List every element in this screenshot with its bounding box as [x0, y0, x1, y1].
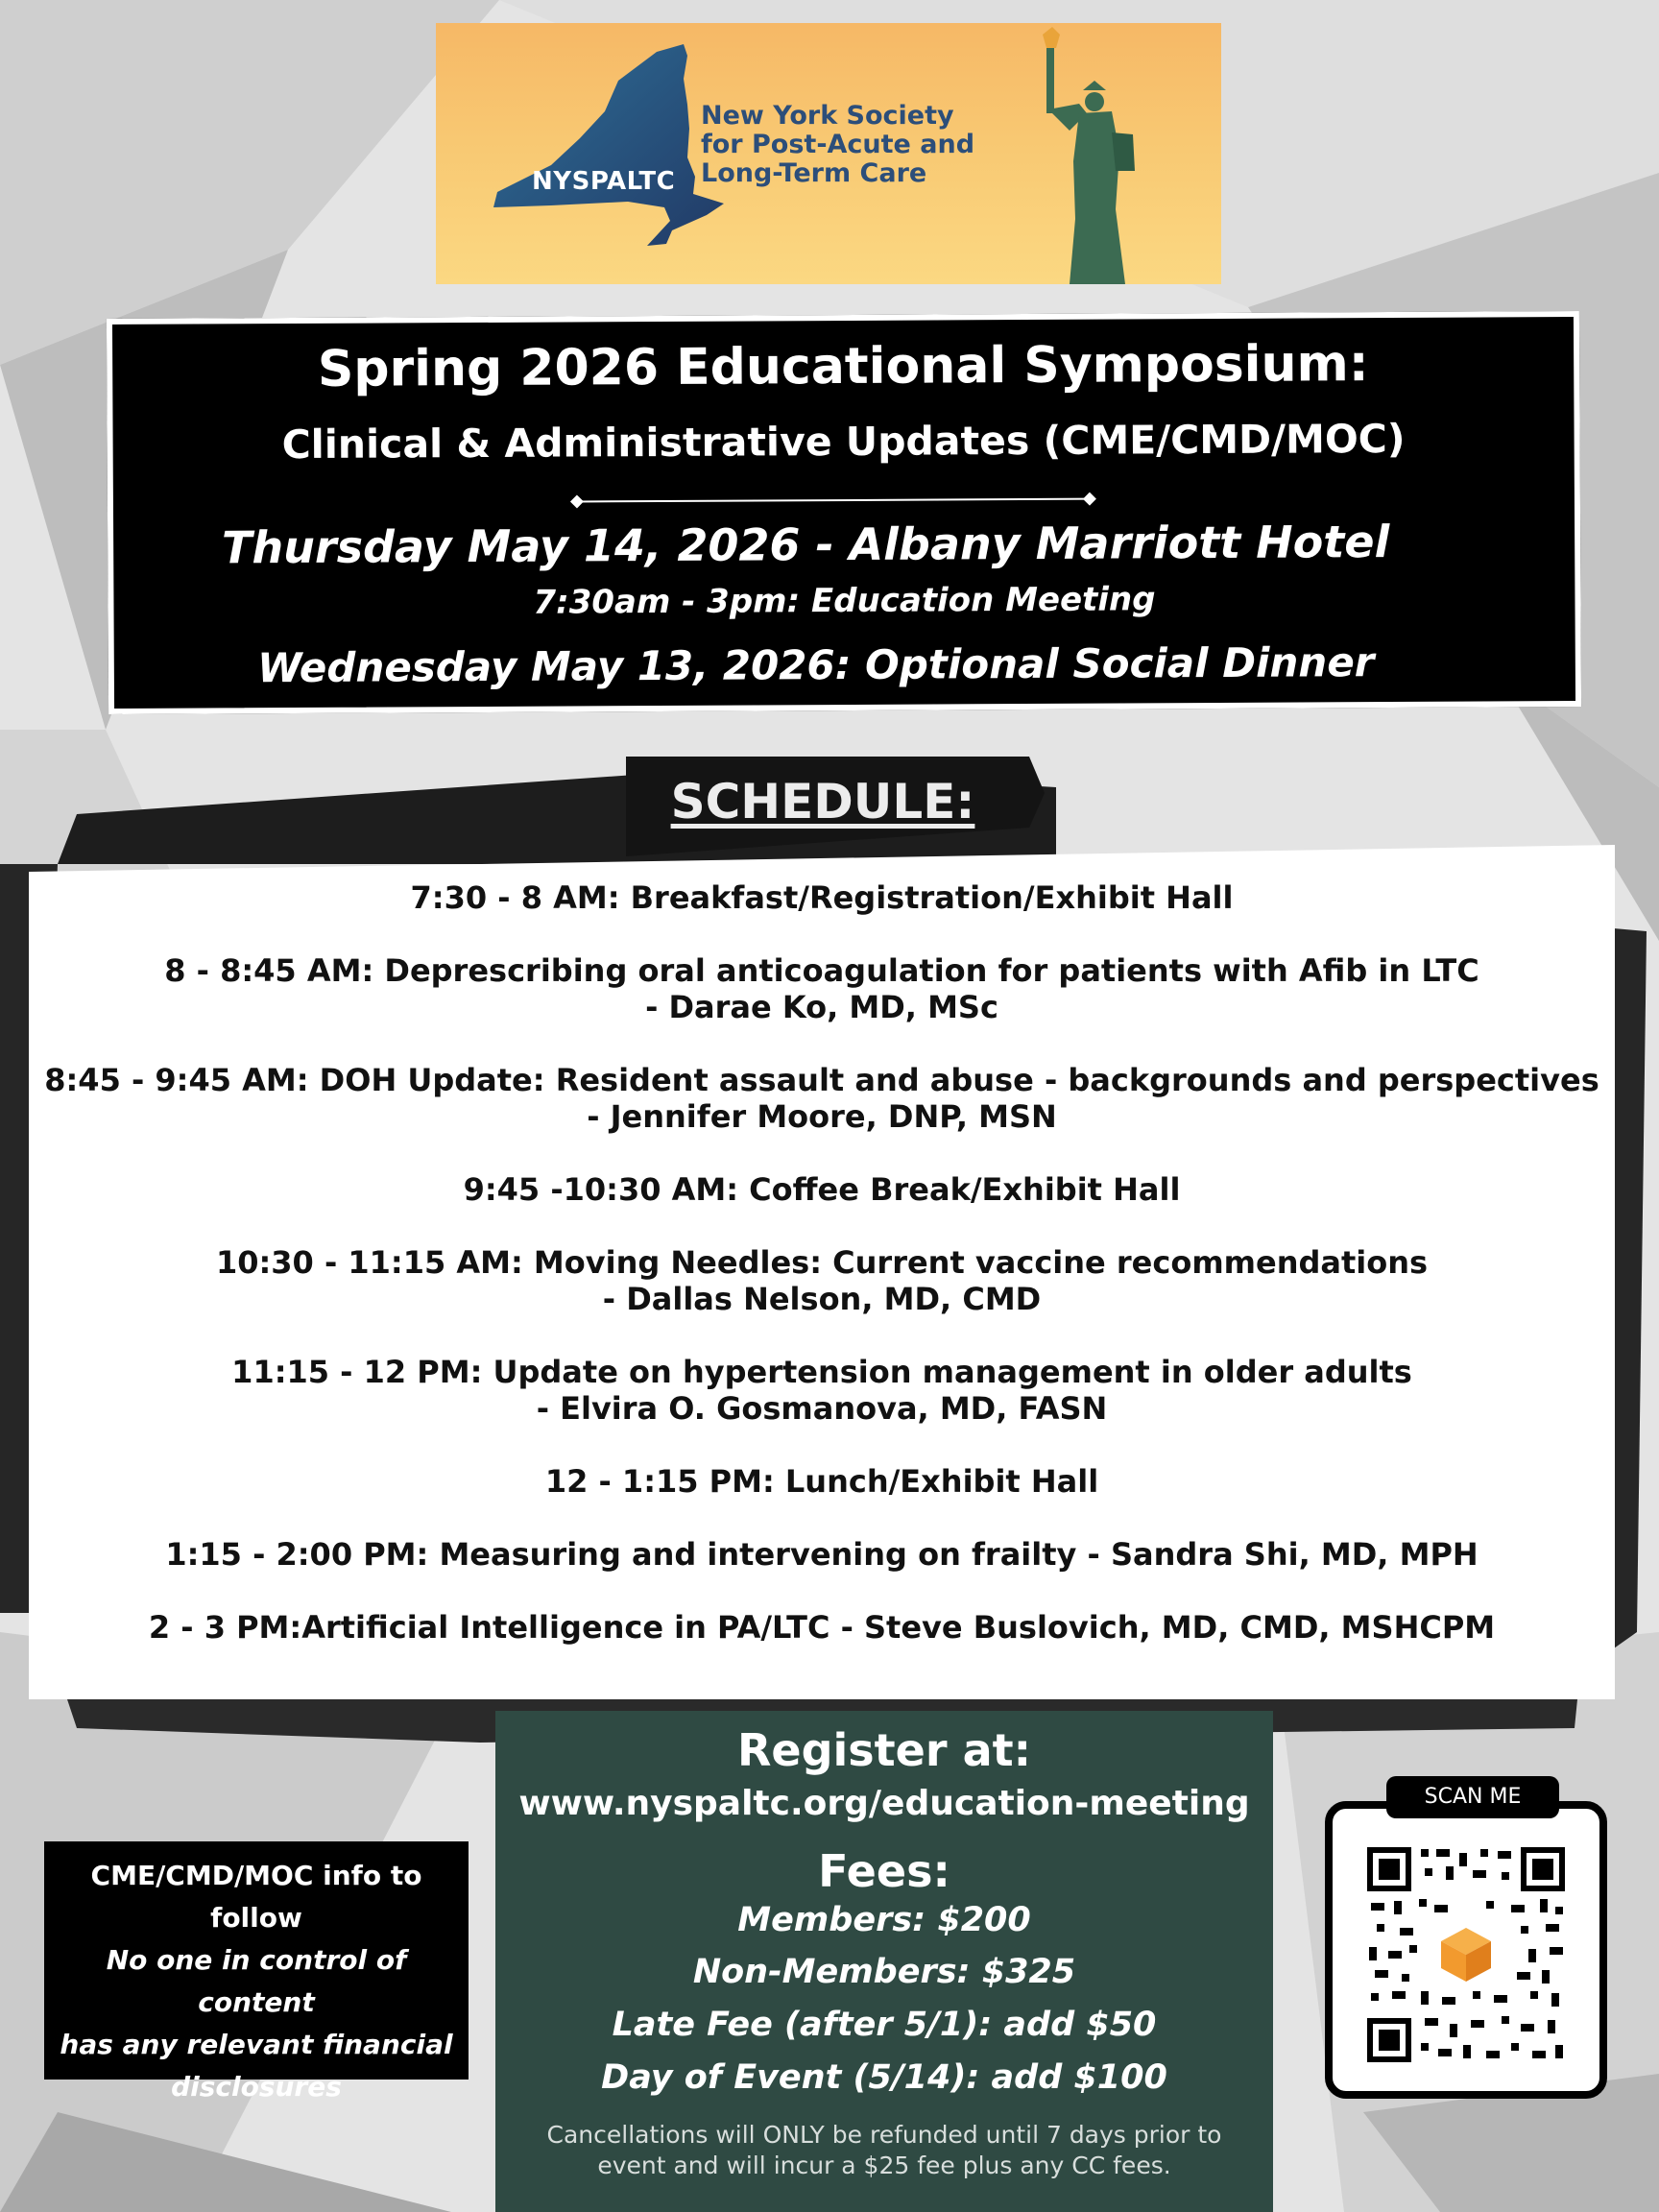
registration-box [495, 1711, 1273, 2212]
register-link[interactable]: www.nyspaltc.org/education-meeting [518, 1784, 1250, 1823]
schedule-item-speaker: - Darae Ko, MD, MSc [645, 989, 998, 1025]
logo-abbreviation: NYSPALTC [532, 167, 676, 196]
schedule-item-title: 12 - 1:15 PM: Lunch/Exhibit Hall [544, 1463, 1099, 1500]
event-time: 7:30am - 3pm: Education Meeting [533, 580, 1156, 622]
schedule-item [29, 1463, 1615, 1500]
qr-code[interactable] [1367, 1847, 1565, 2062]
social-dinner: Wednesday May 13, 2026: Optional Social Dinner [257, 638, 1375, 692]
schedule-item-speaker: - Jennifer Moore, DNP, MSN [587, 1098, 1057, 1135]
schedule-item-speaker: - Dallas Nelson, MD, CMD [602, 1281, 1042, 1317]
disclosure-line: No one in control of content [106, 1944, 407, 2018]
fee-day-of-event: Day of Event (5/14): add $100 [601, 2058, 1167, 2097]
schedule-item [29, 952, 1615, 1025]
event-date-location: Thursday May 14, 2026 - Albany Marriott Hotel [221, 516, 1390, 574]
schedule-item [29, 1354, 1615, 1427]
schedule-item-speaker: - Elvira O. Gosmanova, MD, FASN [536, 1390, 1108, 1427]
schedule-item [29, 1609, 1615, 1646]
event-title-block [107, 311, 1581, 714]
cancellation-note-line: event and will incur a $25 fee plus any CC fees. [597, 2152, 1171, 2179]
fees-heading: Fees: [818, 1845, 950, 1897]
schedule-item [29, 1171, 1615, 1208]
statue-of-liberty-icon [1041, 27, 1156, 284]
info-line: CME/CMD/MOC info to [90, 1860, 422, 1891]
schedule-item-title: 2 - 3 PM:Artificial Intelligence in PA/LTC - Steve Buslovich, MD, CMD, MSHCPM [148, 1609, 1496, 1646]
schedule-item [29, 879, 1615, 916]
schedule-item-title: 1:15 - 2:00 PM: Measuring and intervening on frailty - Sandra Shi, MD, MPH [165, 1536, 1479, 1573]
cme-info-box [44, 1841, 469, 2103]
schedule-heading: SCHEDULE: [670, 774, 975, 830]
schedule-item-title: 7:30 - 8 AM: Breakfast/Registration/Exhibit Hall [410, 879, 1234, 916]
schedule-heading-tab [626, 757, 1045, 856]
fee-late: Late Fee (after 5/1): add $50 [612, 2006, 1157, 2044]
schedule-item [29, 1244, 1615, 1317]
scan-me-label: SCAN ME [1386, 1776, 1559, 1818]
cancellation-note [515, 2120, 1254, 2181]
schedule-item [29, 1536, 1615, 1573]
schedule-item-title: 10:30 - 11:15 AM: Moving Needles: Current vaccine recommendations [215, 1244, 1429, 1281]
qr-code-card[interactable] [1325, 1785, 1607, 2099]
schedule-item-title: 8 - 8:45 AM: Deprescribing oral anticoagulation for patients with Afib in LTC [164, 952, 1479, 989]
schedule-item-title: 11:15 - 12 PM: Update on hypertension management in older adults [231, 1354, 1412, 1390]
cancellation-note-line: Cancellations will ONLY be refunded until 7 days prior to [546, 2121, 1222, 2149]
logo-fullname: New York Society for Post-Acute and Long-Term Care [701, 101, 975, 188]
fee-members: Members: $200 [737, 1901, 1031, 1939]
box-logo-icon [1431, 1920, 1501, 1989]
society-logo-banner [436, 23, 1221, 284]
info-line: follow [210, 1902, 302, 1934]
fee-non-members: Non-Members: $325 [692, 1953, 1076, 1991]
schedule-list [29, 879, 1615, 1682]
register-heading: Register at: [736, 1724, 1031, 1776]
schedule-item-title: 9:45 -10:30 AM: Coffee Break/Exhibit Hall [463, 1171, 1181, 1208]
disclosure-line: disclosures [171, 2071, 342, 2103]
event-title: Spring 2026 Educational Symposium: [317, 335, 1369, 398]
divider-ornament [570, 493, 1096, 509]
schedule-item-title: 8:45 - 9:45 AM: DOH Update: Resident assault and abuse - backgrounds and perspectives [44, 1062, 1599, 1098]
schedule-item [29, 1062, 1615, 1135]
event-subtitle: Clinical & Administrative Updates (CME/CMD/MOC) [281, 415, 1406, 469]
disclosure-line: has any relevant financial [60, 2029, 453, 2060]
